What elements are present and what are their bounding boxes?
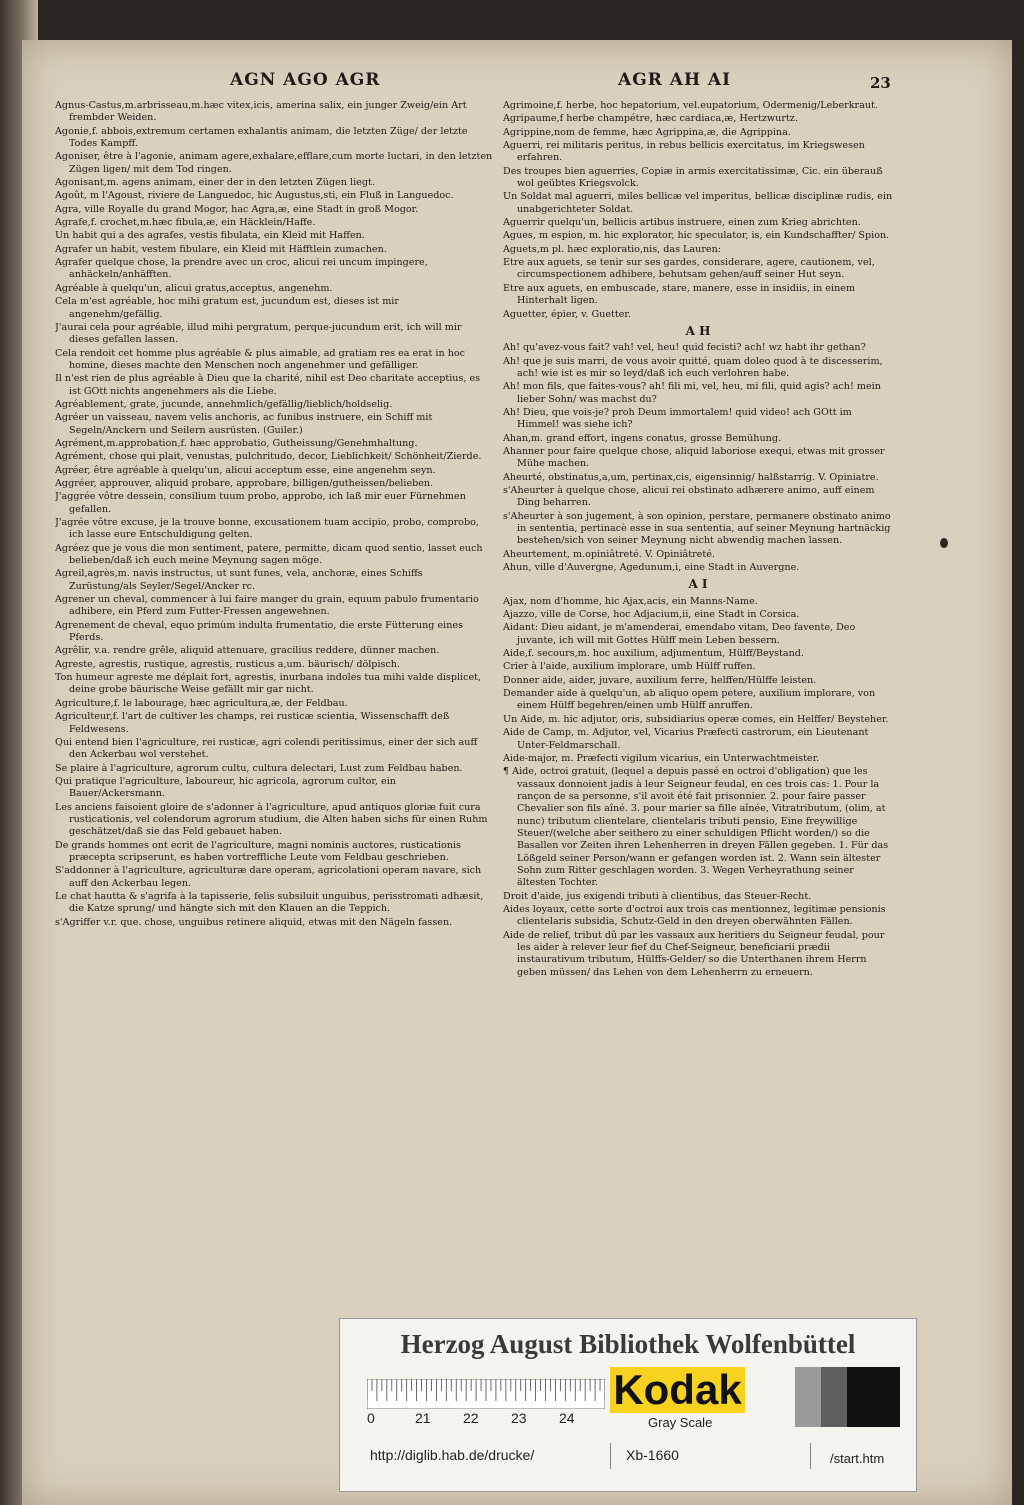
separator: [610, 1443, 611, 1469]
dictionary-entry: Agréez que je vous die mon sentiment, patere, permitte, dicam quod sentio, lasset euch belieben/daß ich euch meine Meynung sagen möge.: [55, 542, 483, 567]
dictionary-entry: Agreil,agrès,m. navis instructus, ut sunt funes, vela, anchoræ, eines Schiffs Zurüstung/als Seyler/Segel/Ancker rc.: [55, 568, 423, 592]
dictionary-entry: Agrippine,nom de femme, hæc Agrippina,æ, die Agrippina.: [503, 126, 791, 138]
dictionary-entry: Aheurtement, m.opiniâtreté. V. Opiniâtreté.: [503, 548, 715, 560]
dictionary-entry: Agnus-Castus,m.arbrisseau,m.hæc vitex,icis, amerina salix, ein junger Zweig/ein Art frembder Weiden.: [55, 100, 467, 124]
dictionary-entry: Aide de relief, tribut dû par les vassaux aux heritiers du Seigneur feudal, pour les aider à relever leur fief du Chef-Seigneur, beneficiarii prædii instaurativum tributum, Hülffs-Gelder/ so die Unterthanen ihrem Herrn geben müssen/ das Lehen von dem Lehenherrn zu erneuern.: [503, 929, 885, 978]
dictionary-entry: s'Aheurter à quelque chose, alicui rei obstinato adhærere animo, auff einem Ding beharren.: [503, 484, 875, 509]
dictionary-entry: Agrimoine,f. herbe, hoc hepatorium, vel.eupatorium, Odermenig/Leberkraut.: [503, 100, 878, 111]
dictionary-entry: Agripaume,f herbe champétre, hæc cardiaca,æ, Hertzwurtz.: [503, 113, 798, 125]
dictionary-entry: Aides loyaux, cette sorte d'octroi aux trois cas mentionnez, legitimæ pensionis clientelaris subsidia, Schutz-Geld in den dreyen oberwähnten Fällen.: [503, 903, 886, 928]
separator: [810, 1443, 811, 1469]
dictionary-entry: Agrafer un habit, vestem fibulare, ein Kleid mit Häfftlein zumachen.: [55, 243, 387, 255]
dictionary-entry: s'Aheurter à son jugement, à son opinion, perstare, permanere obstinato animo in sententia, pertinacè esse in sua sententia, auf seiner Meynung hartnäckig bestehen/sich von seiner Meynung nicht abwendig machen lassen.: [503, 510, 891, 547]
gray-scale-label: Gray Scale: [648, 1415, 713, 1430]
dictionary-entry: Agrener un cheval, commencer à lui faire manger du grain, equum pabulo frumentario adhibere, ein Pferd zum Futter-Fressen angewehnen.: [55, 594, 479, 618]
dictionary-entry: Ahanner pour faire quelque chose, aliquid laboriose exequi, etwas mit grosser Mühe machen.: [503, 445, 885, 470]
dictionary-entry: J'aggrée vôtre dessein, consilium tuum probo, approbo, ich laß mir euer Fürnehmen gefallen.: [55, 491, 466, 515]
dictionary-entry: Agréablement, grate, jucunde, annehmlich/gefällig/lieblich/holdselig.: [55, 398, 393, 410]
swatch-mid: [821, 1367, 847, 1427]
dictionary-entry: Aidant: Dieu aidant, je m'amenderai, emendabo vitam, Deo favente, Deo juvante, ich will mit Gottes Hülff mein Leben bessern.: [503, 622, 856, 646]
dictionary-entry: Agriculture,f. le labourage, hæc agricultura,æ, der Feldbau.: [55, 697, 348, 709]
dictionary-entry: Agonisant,m. agens animam, einer der in den letzten Zügen liegt.: [55, 177, 375, 189]
dictionary-entry: Aggréer, approuver, aliquid probare, approbare, billigen/gutheissen/belieben.: [55, 477, 434, 489]
dictionary-entry: Droit d'aide, jus exigendi tributi à clientibus, das Steuer-Recht.: [503, 890, 812, 902]
swatch-dark: [847, 1367, 900, 1427]
gray-swatches: [795, 1367, 900, 1427]
running-head-right: AGR AH AI: [618, 70, 732, 90]
dictionary-entry: Ah! Dieu, que vois-je? proh Deum immortalem! quid video! ach GOtt im Himmel! was siehe ich?: [503, 406, 852, 431]
dictionary-entry: Ah! que je suis marri, de vous avoir quitté, quam doleo quod à te discesserim, ach! wie ist es mir so leyd/daß ich euch verlohren habe.: [503, 355, 883, 379]
dictionary-entry: Un Aide, m. hic adjutor, oris, subsidiarius operæ comes, ein Helffer/ Beysteher.: [503, 713, 889, 725]
dictionary-entry: Se plaire à l'agriculture, agrorum cultu, cultura delectari, Lust zum Feldbau haben.: [55, 762, 463, 774]
scale-label: 24: [559, 1410, 575, 1426]
page-number: 23: [870, 74, 891, 92]
dictionary-entry: Crier à l'aide, auxilium implorare, umb Hülff ruffen.: [503, 661, 756, 673]
dictionary-entry: Des troupes bien aguerries, Copiæ in armis exercitatissimæ, Cic. ein überauß wol geübtes Kriegsvolck.: [503, 165, 883, 190]
dictionary-entry: Agra, ville Royalle du grand Mogor, hac Agra,æ, eine Stadt in groß Mogor.: [55, 203, 419, 215]
section-heading-ah: A H: [685, 323, 711, 338]
section-heading-ai: A I: [688, 577, 708, 592]
running-head-left: AGN AGO AGR: [230, 70, 381, 90]
dictionary-entry: Aguerrir quelqu'un, bellicis artibus instruere, einen zum Krieg abrichten.: [503, 217, 861, 229]
dictionary-entry: Donner aide, aider, juvare, auxilium ferre, helffen/Hülffe leisten.: [503, 674, 817, 686]
dictionary-entry: Agues, m espion, m. hic explorator, hic speculator, is, ein Kundschaffter/ Spion.: [503, 230, 890, 242]
scale-labels: [367, 1410, 627, 1428]
source-url: http://diglib.hab.de/drucke/: [370, 1447, 535, 1463]
scale-label: 0: [367, 1410, 375, 1426]
dictionary-entry: Agonie,f. abbois,extremum certamen exhalantis animam, die letzten Züge/ der letzte Todes Kampff.: [55, 125, 468, 150]
kodak-logo: Kodak: [610, 1367, 745, 1413]
left-column: [55, 100, 493, 930]
dictionary-entry: Le chat hautta & s'agrifa à la tapisserie, felis subsiluit unguibus, perisstromati adhæsit, die Katze sprung/ und hängte sich mit den Klauen an die Teppich.: [55, 890, 484, 915]
dictionary-entry: S'addonner à l'agriculture, agriculturæ dare operam, agricolationi operam navare, sich auff den Ackerbau legen.: [55, 865, 482, 889]
dictionary-entry: Ahan,m. grand effort, ingens conatus, grosse Bemühung.: [503, 432, 782, 444]
dictionary-entry: ¶ Aide, octroi gratuit, (lequel a depuis passé en octroi d'obligation) que les vassaux donnoient jadis à leur Seigneur feudal, en ces trois cas: 1. Pour la rançon de sa personne, s'il avoit été fait prisonnier. 2. pour faire passer Chevalier son fils aîné. 3. pour marier sa fille aînée, Vitratributum, (olim, at nunc) tributum clientelare, clientelaris tributi pensio, Eine freywillige Steuer/(welche aber seithero zu einer schuldigen Pflicht worden/) so die Basallen vor Zeiten ihren Lehenherren in dreyen Fällen gegeben. 1. Für das Lößgeld seiner Person/wann er gefangen worden ist. 2. Wann sein ältester Sohn zum Ritter geschlagen worden. 3. Wegen Verheyrathung seiner ältesten Tochter.: [503, 766, 889, 889]
dictionary-entry: Ton humeur agreste me déplait fort, agrestis, inurbana indoles tua mihi valde displicet, deine grobe bäurische Weise gefällt mir gar nicht.: [55, 672, 482, 696]
dictionary-entry: Qui entend bien l'agriculture, rei rusticæ, agri colendi peritissimus, einer der sich auff den Ackerbau wol verstehet.: [55, 736, 478, 761]
swatch-light: [795, 1367, 821, 1427]
dictionary-entry: Ahun, ville d'Auvergne, Agedunum,i, eine Stadt in Auvergne.: [503, 562, 800, 574]
scale-label: 23: [511, 1410, 527, 1426]
dictionary-entry: Agreste, agrestis, rustique, agrestis, rusticus a,um. bäurisch/ dölpisch.: [55, 658, 401, 670]
dictionary-entry: Agriculteur,f. l'art de cultiver les champs, rei rusticæ scientia, Wissenschafft deß Feldwesens.: [55, 711, 450, 735]
dictionary-entry: Agréer un vaisseau, navem velis anchoris, ac funibus instruere, ein Schiff mit Segeln/Anckern und Seilern ausrüsten. (Guiler.): [55, 412, 433, 436]
dictionary-entry: De grands hommes ont ecrit de l'agriculture, magni nominis auctores, rusticationis præcepta scripserunt, es haben vortreffliche Leute vom Feldbau geschrieben.: [55, 839, 461, 863]
dictionary-entry: Cela rendoit cet homme plus agréable & plus aimable, ad gratiam res ea erat in hoc homine, dieses machte den Menschen noch angenehmer und gefälliger.: [55, 347, 466, 371]
right-column: [503, 100, 893, 980]
dictionary-entry: Etre aux aguets, se tenir sur ses gardes, considerare, agere, cautionem, vel, circumspectionem adhibere, behutsam gehen/auff seiner Hut seyn.: [503, 257, 875, 281]
dictionary-entry: Agoniser, être à l'agonie, animam agere,exhalare,efflare,cum morte luctari, in den letzten Zügen ligen/ mit dem Tod ringen.: [55, 151, 493, 175]
right-column-ah-entries: [503, 342, 893, 574]
dictionary-entry: Aide de Camp, m. Adjutor, vel, Vicarius Præfecti castrorum, ein Lieutenant Unter-Feldmarschall.: [503, 727, 869, 751]
dictionary-entry: Aheurté, obstinatus,a,um, pertinax,cis, eigensinnig/ halßstarrig. V. Opiniatre.: [503, 471, 879, 483]
dictionary-entry: Les anciens faisoient gloire de s'adonner à l'agriculture, apud antiquos gloriæ fuit cura rusticationis, vel colendorum agrorum studium, die Alten haben sichs für einen Ruhm geschätzet/daß sie das Feld gebauet haben.: [55, 801, 488, 838]
dictionary-entry: Un Soldat mal aguerri, miles bellicæ vel imperitus, bellicæ disciplinæ rudis, ein unabgerichteter Soldat.: [503, 191, 893, 215]
dictionary-entry: Agrafe,f. crochet,m.hæc fibula,æ, ein Häcklein/Haffe.: [55, 217, 316, 229]
right-column-ai-entries: [503, 596, 893, 979]
dictionary-entry: Agréer, être agréable à quelqu'un, alicui acceptum esse, eine angenehm seyn.: [55, 464, 436, 476]
dictionary-entry: Il n'est rien de plus agréable à Dieu que la charité, nihil est Deo charitate acceptius, es ist GOtt nichts angenehmers als die Liebe.: [55, 373, 481, 397]
library-name: Herzog August Bibliothek Wolfenbüttel: [400, 1329, 856, 1359]
dictionary-entry: Demander aide à quelqu'un, ab aliquo opem petere, auxilium implorare, von einem Hülff begehren/einen umb Hülff anruffen.: [503, 688, 876, 712]
dictionary-entry: Etre aux aguets, en embuscade, stare, manere, esse in insidiis, in einem Hinterhalt ligen.: [503, 282, 856, 307]
ink-spot: [940, 538, 948, 548]
dictionary-entry: Aide,f. secours,m. hoc auxilium, adjumentum, Hülff/Beystand.: [503, 648, 804, 660]
dictionary-entry: Agrément, chose qui plait, venustas, pulchritudo, decor, Lieblichkeit/ Schönheit/Zierde.: [55, 451, 482, 463]
scale-label: 22: [463, 1410, 479, 1426]
dictionary-entry: Ajazzo, ville de Corse, hoc Adjacium,ii, eine Stadt in Corsica.: [503, 609, 800, 621]
scale-ruler: [367, 1379, 605, 1409]
dictionary-entry: Agrenement de cheval, equo primùm indulta frumentatio, die erste Fütterung eines Pferds.: [55, 619, 463, 644]
start-path: /start.htm: [830, 1451, 885, 1466]
dictionary-entry: Un habit qui a des agrafes, vestis fibulata, ein Kleid mit Haffen.: [55, 230, 365, 242]
library-color-target: [339, 1318, 917, 1492]
dictionary-entry: Agrément,m.approbation,f. hæc approbatio, Gutheissung/Genehmhaltung.: [55, 437, 418, 449]
dictionary-entry: Ah! mon fils, que faites-vous? ah! fili mi, vel, heu, mi fili, quid agis? ach! mein lieber Sohn/ was machst du?: [503, 381, 881, 405]
dictionary-entry: Agrêlir, v.a. rendre grêle, aliquid attenuare, gracilius reddere, dünner machen.: [55, 645, 440, 657]
dictionary-entry: Agrafer quelque chose, la prendre avec un croc, alicui rei uncum impingere, anhäckeln/anhäfften.: [55, 257, 428, 281]
dictionary-entry: Agréable à quelqu'un, alicui gratus,acceptus, angenehm.: [55, 282, 333, 294]
dictionary-entry: Aguetter, épier, v. Guetter.: [503, 308, 632, 320]
dictionary-entry: Qui pratique l'agriculture, laboureur, hic agricola, agrorum cultor, ein Bauer/Ackersmann.: [55, 775, 396, 800]
dictionary-entry: J'aurai cela pour agréable, illud mihi pergratum, perque-jucundum erit, ich will mir dieses gefallen lassen.: [55, 321, 462, 346]
dictionary-entry: J'agrée vôtre excuse, je la trouve bonne, excusationem tuam accipio, probo, comprobo, ich lasse eure Entschuldigung gelten.: [55, 517, 479, 541]
dictionary-entry: Cela m'est agréable, hoc mihi gratum est, jucundum est, dieses ist mir angenehm/gefällig.: [55, 296, 399, 320]
shelfmark: Xb-1660: [626, 1447, 679, 1463]
dictionary-entry: Ah! qu'avez-vous fait? vah! vel, heu! quid fecisti? ach! wz habt ihr gethan?: [503, 342, 866, 354]
dictionary-entry: Aide-major, m. Præfecti vigilum vicarius, ein Unterwachtmeister.: [503, 752, 820, 764]
right-column-ag-entries: [503, 100, 893, 321]
dictionary-entry: Ajax, nom d'homme, hic Ajax,acis, ein Manns-Name.: [503, 595, 758, 607]
dictionary-entry: Aguerri, rei militaris peritus, in rebus bellicis exercitatus, im Kriegswesen erfahren.: [503, 140, 865, 164]
dictionary-entry: s'Agriffer v.r. que. chose, unguibus retinere aliquid, etwas mit den Nägeln fassen.: [55, 916, 453, 928]
scale-label: 21: [415, 1410, 431, 1426]
dictionary-entry: Aguets,m pl. hæc exploratio,nis, das Lauren:: [503, 243, 722, 255]
dictionary-entry: Agoût, m l'Agoust, riviere de Languedoc, hic Augustus,sti, ein Fluß in Languedoc.: [55, 190, 454, 202]
